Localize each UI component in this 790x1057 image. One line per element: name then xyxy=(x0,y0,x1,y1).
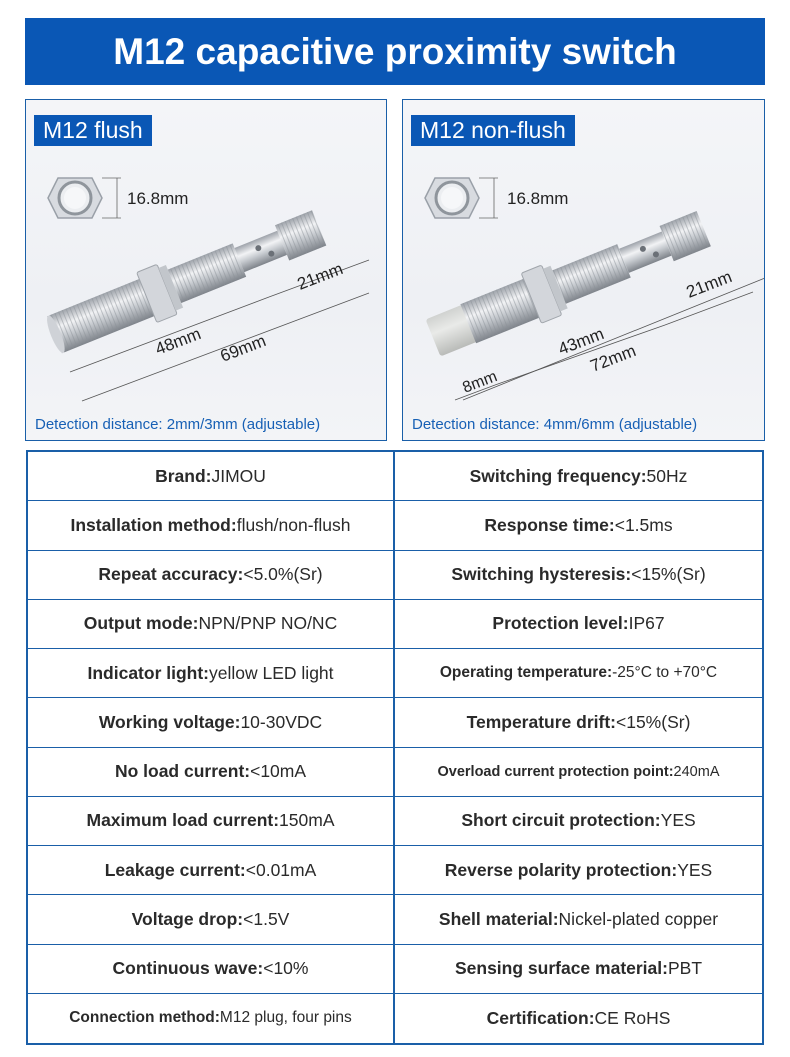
spec-installation-method: Installation method: flush/non-flush xyxy=(28,501,395,550)
hex-size-label: 16.8mm xyxy=(127,189,189,208)
dim-total-label: 69mm xyxy=(217,331,269,366)
spec-working-voltage: Working voltage: 10-30VDC xyxy=(28,698,395,747)
spec-leakage-current: Leakage current: <0.01mA xyxy=(28,846,395,895)
dim-connector-label: 21mm xyxy=(294,259,346,294)
spec-temperature-drift: Temperature drift: <15%(Sr) xyxy=(395,698,762,747)
dim-thread-label: 43mm xyxy=(555,324,607,359)
spec-certification: Certification: CE RoHS xyxy=(486,1007,671,1028)
spec-protection-level: Protection level: IP67 xyxy=(395,600,762,649)
product-panel-flush xyxy=(25,99,387,441)
spec-response-time: Response time: <1.5ms xyxy=(395,501,762,550)
spec-overload-current-protection: Overload current protection point: 240mA xyxy=(395,748,762,797)
spec-brand: Brand: JIMOU xyxy=(28,452,395,501)
spec-connection-method: Connection method: M12 plug, four pins xyxy=(28,994,395,1043)
hex-size-label: 16.8mm xyxy=(507,189,569,208)
spec-operating-temperature: Operating temperature: -25°C to +70°C xyxy=(395,649,762,698)
spec-table xyxy=(26,450,764,1045)
dim-thread-label: 48mm xyxy=(152,324,204,359)
spec-continuous-wave: Continuous wave: <10% xyxy=(28,945,395,994)
hex-nut-icon xyxy=(425,178,498,218)
spec-switching-hysteresis: Switching hysteresis: <15%(Sr) xyxy=(395,551,762,600)
spec-output-mode: Output mode: NPN/PNP NO/NC xyxy=(28,600,395,649)
dim-connector-label: 21mm xyxy=(683,267,735,302)
spec-repeat-accuracy: Repeat accuracy: <5.0%(Sr) xyxy=(28,551,395,600)
product-panel-non-flush xyxy=(402,99,765,441)
hex-nut-icon xyxy=(48,178,121,218)
dim-head-label: 8mm xyxy=(460,368,500,397)
detection-distance: Detection distance: 2mm/3mm (adjustable) xyxy=(35,416,321,433)
spec-voltage-drop: Voltage drop: <1.5V xyxy=(28,895,395,944)
page-title: M12 capacitive proximity switch xyxy=(25,18,765,85)
dim-total-label: 72mm xyxy=(587,341,639,376)
spec-indicator-light: Indicator light: yellow LED light xyxy=(28,649,395,698)
spec-short-circuit-protection: Short circuit protection: YES xyxy=(395,797,762,846)
detection-distance: Detection distance: 4mm/6mm (adjustable) xyxy=(412,416,698,433)
spec-shell-material: Shell material: Nickel-plated copper xyxy=(395,895,762,944)
spec-no-load-current: No load current: <10mA xyxy=(28,748,395,797)
spec-switching-frequency: Switching frequency: 50Hz xyxy=(395,452,762,501)
spec-maximum-load-current: Maximum load current: 150mA xyxy=(28,797,395,846)
spec-sensing-surface-material: Sensing surface material: PBT xyxy=(395,945,762,994)
sensor-non-flush-illustration xyxy=(403,100,765,441)
variant-tag: M12 flush xyxy=(34,115,152,146)
sensor-flush-illustration xyxy=(26,100,387,441)
spec-reverse-polarity-protection: Reverse polarity protection: YES xyxy=(395,846,762,895)
variant-tag: M12 non-flush xyxy=(411,115,575,146)
